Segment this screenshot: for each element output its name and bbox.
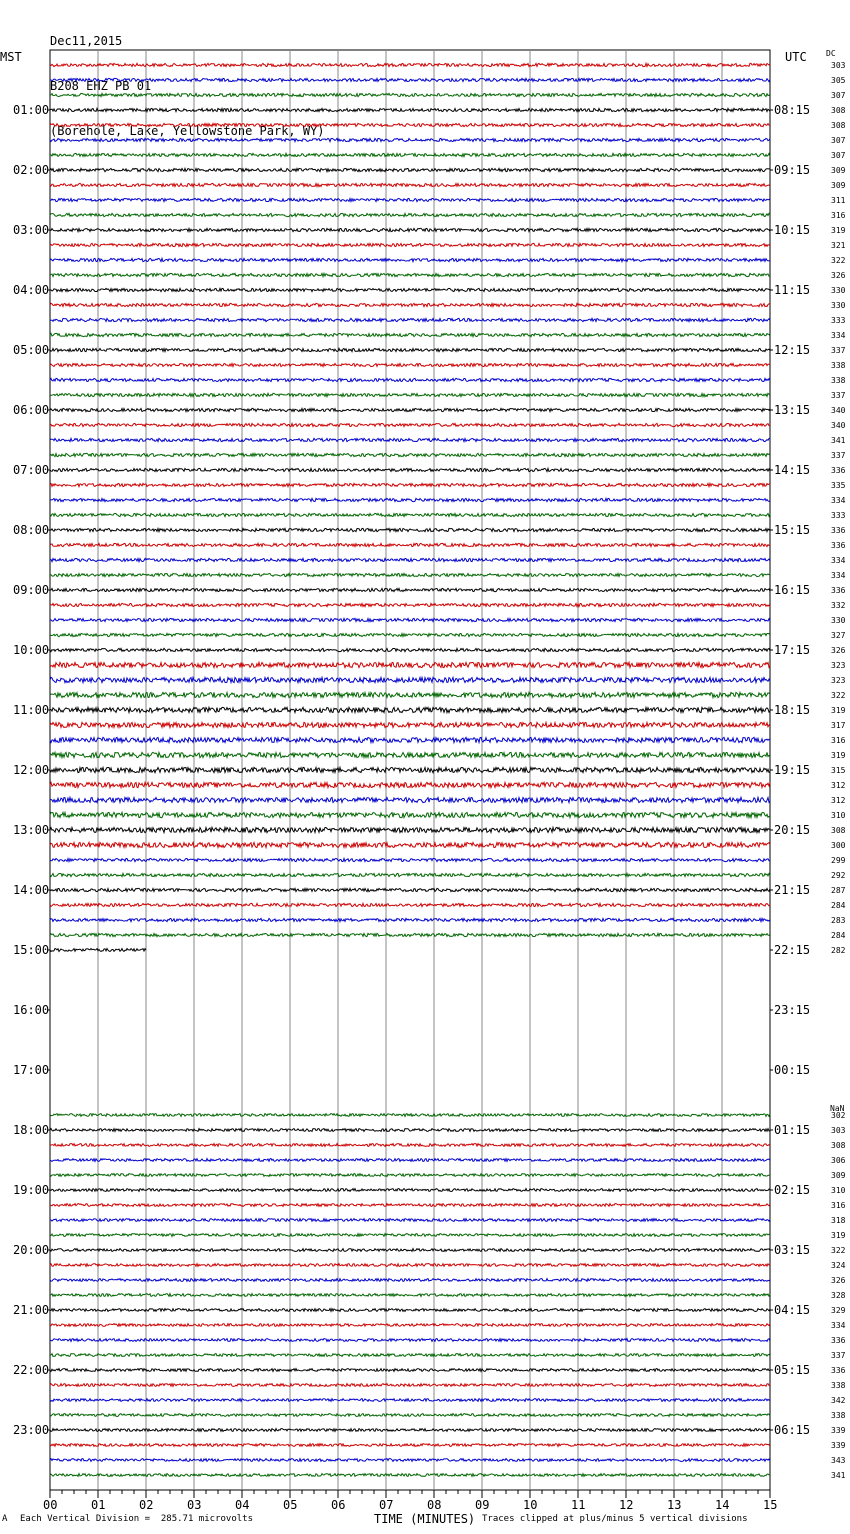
seismic-trace [50, 827, 770, 832]
seismic-trace [50, 213, 770, 216]
dc-offset-label: 326 [831, 646, 846, 655]
utc-hour-label: 00:15 [774, 1063, 811, 1077]
dc-offset-label: 343 [831, 1456, 846, 1465]
seismic-trace [50, 1399, 770, 1402]
dc-offset-label: 292 [831, 871, 846, 880]
seismic-trace [50, 333, 770, 336]
dc-offset-label: 326 [831, 1276, 846, 1285]
utc-hour-label: 20:15 [774, 823, 811, 837]
dc-offset-label: 336 [831, 1366, 846, 1375]
dc-offset-label: 336 [831, 1336, 846, 1345]
seismic-trace [50, 903, 770, 906]
seismic-trace [50, 1114, 770, 1117]
seismic-trace [50, 258, 770, 261]
minute-tick-label: 01 [91, 1498, 106, 1512]
utc-hour-label: 01:15 [774, 1123, 811, 1137]
mst-hour-label: 14:00 [13, 883, 50, 897]
seismic-trace [50, 1219, 770, 1222]
seismic-trace [50, 618, 770, 621]
minute-tick-label: 10 [523, 1498, 538, 1512]
minute-tick-label: 13 [667, 1498, 682, 1512]
utc-hour-label: 06:15 [774, 1423, 811, 1437]
seismic-trace [50, 588, 770, 591]
seismic-trace [50, 288, 770, 291]
seismic-trace [50, 573, 770, 576]
dc-offset-label: 311 [831, 196, 846, 205]
seismic-trace [50, 303, 770, 306]
minute-tick-label: 04 [235, 1498, 250, 1512]
dc-offset-label: 310 [831, 1186, 846, 1195]
utc-hour-label: 14:15 [774, 463, 811, 477]
dc-offset-label: 316 [831, 736, 846, 745]
seismic-trace [50, 797, 770, 802]
seismic-trace [50, 1384, 770, 1387]
seismic-trace [50, 752, 770, 757]
dc-offset-label: 333 [831, 316, 846, 325]
dc-offset-label: 284 [831, 901, 846, 910]
dc-offset-label: 330 [831, 286, 846, 295]
dc-offset-label: 319 [831, 226, 846, 235]
minute-tick-label: 03 [187, 1498, 202, 1512]
dc-offset-label: 341 [831, 1471, 846, 1480]
dc-offset-label: 341 [831, 436, 846, 445]
dc-offset-label: 336 [831, 526, 846, 535]
dc-offset-label: 317 [831, 721, 846, 730]
seismic-trace [50, 677, 770, 682]
seismic-trace [50, 662, 770, 667]
dc-offset-label: 316 [831, 211, 846, 220]
seismic-trace [50, 138, 770, 141]
seismic-trace [50, 273, 770, 276]
nan-label: NaN [830, 1104, 845, 1113]
dc-offset-label: 299 [831, 856, 846, 865]
dc-offset-label: 309 [831, 166, 846, 175]
utc-hour-label: 02:15 [774, 1183, 811, 1197]
seismic-trace [50, 243, 770, 246]
dc-offset-label: 336 [831, 466, 846, 475]
seismic-trace [50, 1339, 770, 1342]
seismic-trace [50, 393, 770, 396]
seismic-trace [50, 483, 770, 486]
station-code: B208 EHZ PB 01 [50, 79, 152, 93]
dc-offset-label: 283 [831, 916, 846, 925]
dc-offset-label: 338 [831, 1411, 846, 1420]
seismic-trace [50, 63, 770, 66]
dc-offset-label: 330 [831, 616, 846, 625]
seismic-trace [50, 1279, 770, 1282]
seismic-trace [50, 558, 770, 561]
dc-offset-label: 323 [831, 661, 846, 670]
minute-tick-label: 08 [427, 1498, 442, 1512]
seismic-trace [50, 438, 770, 441]
minute-tick-label: 09 [475, 1498, 490, 1512]
utc-hour-label: 22:15 [774, 943, 811, 957]
dc-offset-label: 324 [831, 1261, 846, 1270]
mst-hour-label: 18:00 [13, 1123, 50, 1137]
dc-offset-label: 322 [831, 1246, 846, 1255]
utc-hour-label: 21:15 [774, 883, 811, 897]
mst-hour-label: 16:00 [13, 1003, 50, 1017]
seismic-trace [50, 378, 770, 381]
dc-offset-label: 287 [831, 886, 846, 895]
seismic-trace [50, 318, 770, 321]
utc-hour-label: 12:15 [774, 343, 811, 357]
plot-date: Dec11,2015 [50, 34, 123, 48]
seismic-trace [50, 423, 770, 426]
dc-offset-label: 284 [831, 931, 846, 940]
seismic-trace [50, 1144, 770, 1147]
dc-column-label: DC [826, 49, 836, 58]
dc-offset-label: 303 [831, 1126, 846, 1135]
dc-offset-label: 308 [831, 121, 846, 130]
dc-offset-label: 321 [831, 241, 846, 250]
dc-offset-label: 322 [831, 691, 846, 700]
dc-offset-label: 306 [831, 1156, 846, 1165]
dc-offset-label: 338 [831, 1381, 846, 1390]
dc-offset-label: 329 [831, 1306, 846, 1315]
seismic-trace [50, 1444, 770, 1447]
seismic-trace [50, 842, 770, 847]
mst-hour-label: 09:00 [13, 583, 50, 597]
seismic-trace [50, 498, 770, 501]
dc-offset-label: 334 [831, 496, 846, 505]
mst-hour-label: 21:00 [13, 1303, 50, 1317]
seismic-trace [50, 78, 770, 81]
seismic-trace [50, 858, 770, 861]
dc-offset-label: 335 [831, 481, 846, 490]
utc-hour-label: 15:15 [774, 523, 811, 537]
mst-hour-label: 15:00 [13, 943, 50, 957]
dc-offset-label: 326 [831, 271, 846, 280]
utc-hour-label: 23:15 [774, 1003, 811, 1017]
seismic-trace [50, 183, 770, 186]
dc-offset-label: 323 [831, 676, 846, 685]
mst-hour-label: 22:00 [13, 1363, 50, 1377]
seismic-trace [50, 543, 770, 546]
dc-offset-label: 305 [831, 76, 846, 85]
seismic-trace [50, 153, 770, 156]
dc-offset-label: 332 [831, 601, 846, 610]
clip-note: Traces clipped at plus/minus 5 vertical divisions [482, 1514, 748, 1524]
seismic-trace [50, 348, 770, 351]
dc-offset-label: 312 [831, 796, 846, 805]
dc-offset-label: 303 [831, 61, 846, 70]
mst-hour-label: 20:00 [13, 1243, 50, 1257]
seismic-trace [50, 918, 770, 921]
dc-offset-label: 319 [831, 1231, 846, 1240]
minute-tick-label: 06 [331, 1498, 346, 1512]
mst-hour-label: 08:00 [13, 523, 50, 537]
dc-offset-label: 342 [831, 1396, 846, 1405]
seismic-trace [50, 363, 770, 366]
minute-tick-label: 05 [283, 1498, 298, 1512]
dc-offset-label: 337 [831, 391, 846, 400]
seismic-trace [50, 1129, 770, 1132]
dc-offset-label: 308 [831, 106, 846, 115]
dc-offset-label: 340 [831, 421, 846, 430]
dc-offset-label: 315 [831, 766, 846, 775]
dc-offset-label: 327 [831, 631, 846, 640]
seismic-trace [50, 1294, 770, 1297]
x-axis-title: TIME (MINUTES) [374, 1512, 476, 1526]
mst-hour-label: 04:00 [13, 283, 50, 297]
utc-hour-label: 09:15 [774, 163, 811, 177]
seismic-trace [50, 1249, 770, 1252]
dc-offset-label: 307 [831, 151, 846, 160]
dc-offset-label: 319 [831, 751, 846, 760]
seismic-trace [50, 1234, 770, 1237]
minute-tick-label: 15 [763, 1498, 778, 1512]
dc-offset-label: 302 [831, 1111, 846, 1120]
seismic-trace [50, 453, 770, 456]
station-location: (Borehole, Lake, Yellowstone Park, WY) [50, 124, 325, 138]
dc-offset-label: 310 [831, 811, 846, 820]
utc-hour-label: 10:15 [774, 223, 811, 237]
dc-offset-label: 336 [831, 586, 846, 595]
seismic-trace [50, 1309, 770, 1312]
seismic-trace [50, 1264, 770, 1267]
dc-offset-label: 339 [831, 1441, 846, 1450]
seismic-trace [50, 933, 770, 936]
dc-offset-label: 309 [831, 1171, 846, 1180]
seismic-trace [50, 707, 770, 712]
minute-tick-label: 14 [715, 1498, 730, 1512]
scale-note: Each Vertical Division = 285.71 microvolts [20, 1514, 253, 1524]
dc-offset-label: 334 [831, 556, 846, 565]
seismic-trace [50, 888, 770, 891]
mst-hour-label: 07:00 [13, 463, 50, 477]
utc-hour-label: 05:15 [774, 1363, 811, 1377]
utc-axis-label: UTC [785, 50, 807, 64]
mst-hour-label: 05:00 [13, 343, 50, 357]
dc-offset-label: 322 [831, 256, 846, 265]
corner-mark: A [2, 1514, 8, 1524]
minute-tick-label: 12 [619, 1498, 634, 1512]
seismic-trace [50, 93, 770, 96]
dc-offset-label: 334 [831, 331, 846, 340]
seismic-trace [50, 1204, 770, 1207]
utc-hour-label: 03:15 [774, 1243, 811, 1257]
dc-offset-label: 340 [831, 406, 846, 415]
dc-offset-label: 316 [831, 1201, 846, 1210]
seismic-trace [50, 873, 770, 876]
dc-offset-label: 328 [831, 1291, 846, 1300]
seismic-trace [50, 1174, 770, 1177]
mst-axis-label: MST [0, 50, 22, 64]
dc-offset-label: 308 [831, 1141, 846, 1150]
seismic-trace [50, 1189, 770, 1192]
minute-tick-label: 07 [379, 1498, 394, 1512]
utc-hour-label: 11:15 [774, 283, 811, 297]
utc-hour-label: 13:15 [774, 403, 811, 417]
seismic-trace [50, 737, 770, 742]
dc-offset-label: 337 [831, 346, 846, 355]
seismic-trace [50, 1459, 770, 1462]
utc-hour-label: 08:15 [774, 103, 811, 117]
plot-frame [50, 50, 770, 1490]
seismic-trace [50, 468, 770, 471]
utc-hour-label: 04:15 [774, 1303, 811, 1317]
mst-hour-label: 02:00 [13, 163, 50, 177]
utc-hour-label: 17:15 [774, 643, 811, 657]
mst-hour-label: 10:00 [13, 643, 50, 657]
dc-offset-label: 300 [831, 841, 846, 850]
dc-offset-label: 308 [831, 826, 846, 835]
dc-offset-label: 309 [831, 181, 846, 190]
dc-offset-label: 338 [831, 361, 846, 370]
utc-hour-label: 19:15 [774, 763, 811, 777]
seismic-trace [50, 603, 770, 606]
seismic-trace [50, 168, 770, 171]
seismic-trace [50, 1324, 770, 1327]
mst-hour-label: 17:00 [13, 1063, 50, 1077]
mst-hour-label: 13:00 [13, 823, 50, 837]
minute-tick-label: 00 [43, 1498, 58, 1512]
dc-offset-label: 312 [831, 781, 846, 790]
mst-hour-label: 01:00 [13, 103, 50, 117]
seismic-trace [50, 408, 770, 411]
mst-hour-label: 23:00 [13, 1423, 50, 1437]
dc-offset-label: 336 [831, 541, 846, 550]
seismic-trace [50, 228, 770, 231]
dc-offset-label: 337 [831, 451, 846, 460]
seismic-trace [50, 1354, 770, 1357]
seismic-trace [50, 123, 770, 126]
seismic-trace [50, 198, 770, 201]
seismic-trace [50, 767, 770, 772]
seismic-trace [50, 528, 770, 531]
dc-offset-label: 282 [831, 946, 846, 955]
mst-hour-label: 06:00 [13, 403, 50, 417]
dc-offset-label: 337 [831, 1351, 846, 1360]
seismic-trace [50, 108, 770, 111]
seismic-trace [50, 1369, 770, 1372]
dc-offset-label: 307 [831, 136, 846, 145]
utc-hour-label: 18:15 [774, 703, 811, 717]
dc-offset-label: 334 [831, 1321, 846, 1330]
seismic-trace [50, 812, 770, 817]
seismic-trace [50, 513, 770, 516]
seismic-trace [50, 633, 770, 636]
utc-hour-label: 16:15 [774, 583, 811, 597]
seismic-trace [50, 692, 770, 697]
minute-tick-label: 02 [139, 1498, 154, 1512]
seismic-trace [50, 722, 770, 727]
dc-offset-label: 334 [831, 571, 846, 580]
dc-offset-label: 307 [831, 91, 846, 100]
seismic-trace [50, 1159, 770, 1162]
dc-offset-label: 330 [831, 301, 846, 310]
seismic-trace [50, 1414, 770, 1417]
mst-hour-label: 12:00 [13, 763, 50, 777]
mst-hour-label: 03:00 [13, 223, 50, 237]
seismic-trace [50, 1429, 770, 1432]
dc-offset-label: 333 [831, 511, 846, 520]
dc-offset-label: 319 [831, 706, 846, 715]
dc-offset-label: 339 [831, 1426, 846, 1435]
mst-hour-label: 19:00 [13, 1183, 50, 1197]
dc-offset-label: 338 [831, 376, 846, 385]
seismic-trace [50, 1474, 770, 1477]
seismic-trace [50, 782, 770, 787]
dc-offset-label: 318 [831, 1216, 846, 1225]
seismic-trace [50, 648, 770, 651]
mst-hour-label: 11:00 [13, 703, 50, 717]
minute-tick-label: 11 [571, 1498, 586, 1512]
